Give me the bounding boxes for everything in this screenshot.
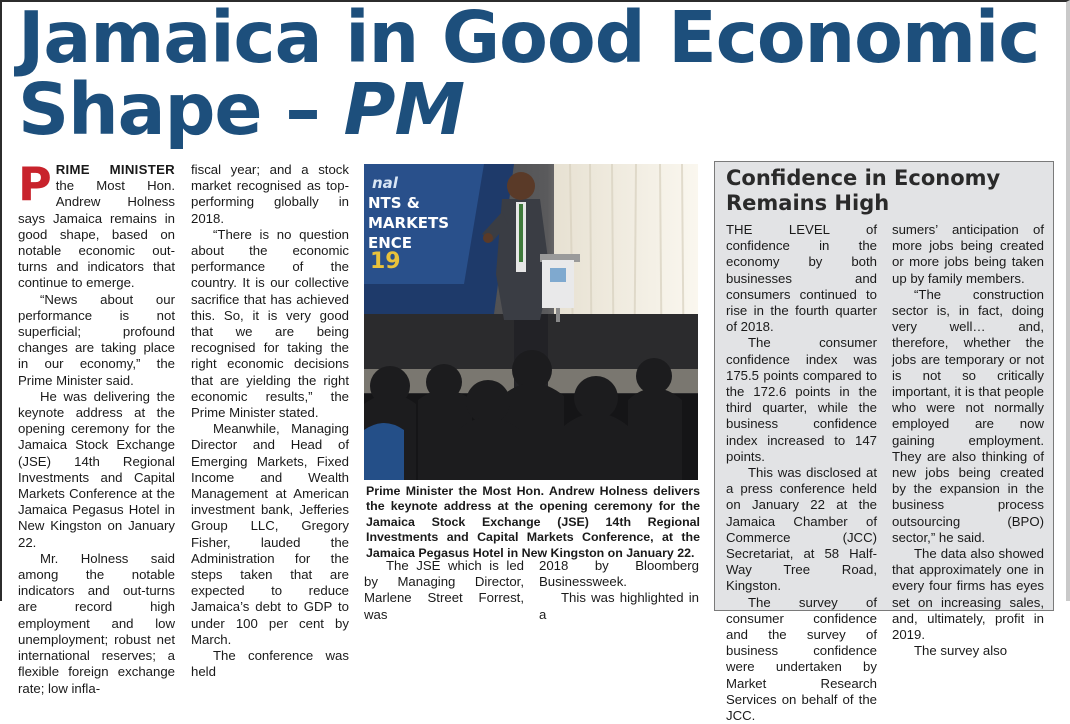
headline-line1: Jamaica in Good Economic bbox=[18, 0, 1040, 79]
article-paragraph: “News about our performance is not superficial; profound changes are taking place in our economy,” the Prime Minister said. bbox=[18, 291, 175, 388]
article-lead-paragraph bbox=[18, 157, 175, 292]
lead-smallcaps: RIME MINISTER bbox=[55, 162, 175, 177]
article-paragraph: 2018 by Bloomberg Businessweek. bbox=[539, 558, 699, 590]
article-column-1 bbox=[18, 157, 175, 696]
article-paragraph: Meanwhile, Managing Director and Head of Emerging Markets, Fixed Income and Wealth Management at American investment bank, Jefferies Group LLC, Gregory Fisher, lauded the Administration for the steps taken that are expected to reduce Jamaica’s debt to GDP to under 100 per cent by March. bbox=[191, 421, 349, 647]
sidebar-paragraph: The consumer confidence index was 175.5 points compared to the 172.6 points in the third quarter, while the business confidence index increased to 147 points. bbox=[726, 335, 877, 464]
article-column-4 bbox=[539, 558, 699, 622]
sidebar-paragraph: This was disclosed at a press conference held on January 22 at the Jamaica Chamber of Commerce (JCC) Secretariat, at 58 Half-Way Tree Road, Kingston. bbox=[726, 465, 877, 594]
sidebar-column-2 bbox=[892, 222, 1044, 659]
article-paragraph: “There is no question about the economic performance of the country. It is our collective sacrifice that has achieved this. So, it is very good that we are being recognised for taking the right economic decisions that are yielding the right economic results,” the Prime Minister stated. bbox=[191, 226, 349, 421]
sidebar-paragraph: The survey also bbox=[914, 643, 1008, 659]
backdrop-number: 19 bbox=[370, 249, 401, 274]
article-column-2 bbox=[191, 162, 349, 680]
sidebar-paragraph: “The construction sector is, in fact, doing very well… and, therefore, whether the jobs are temporary or not is not so critically important, it is that people who were not normally employed are now gaining employment. They are also thinking of new jobs being created by the expansion in the business process outsourcing (BPO) sector,” he said. bbox=[892, 286, 1044, 545]
sidebar-paragraph: The survey of consumer confidence and the survey of business confidence were undertaken by Market Research Services on behalf of the JCC. bbox=[726, 594, 877, 724]
backdrop-text: ENCE bbox=[368, 234, 413, 252]
sidebar-paragraph: The data also showed that approximately one in every four firms has eyes set on increasing sales, and, ultimately, profit in 2019. bbox=[892, 546, 1044, 643]
headline-line2-italic: PM bbox=[343, 68, 465, 151]
drop-cap: P bbox=[18, 157, 52, 211]
article-paragraph: The JSE which is led by Managing Director, Marlene Street Forrest, was bbox=[364, 558, 524, 622]
article-paragraph: Mr. Holness said among the notable indicators and out-turns are record high employment and low unemployment; robust net international reserves; a flexible foreign exchange rate; low infla- bbox=[18, 550, 175, 696]
article-paragraph: He was delivering the keynote address at the opening ceremony for the Jamaica Stock Exchange (JSE) 14th Regional Investments and Capital Markets Conference at the Jamaica Pegasus Hotel in New Kingston on January 22. bbox=[18, 388, 175, 550]
article-paragraph: The conference was held bbox=[191, 648, 349, 680]
article-paragraph: fiscal year; and a stock market recognised as top-performing globally in 2018. bbox=[191, 162, 349, 226]
photo-illustration bbox=[364, 164, 698, 480]
backdrop-text: MARKETS bbox=[368, 214, 449, 232]
sidebar-paragraph: THE LEVEL of confidence in the economy by both businesses and consumers continued to rise in the fourth quarter of 2018. bbox=[726, 222, 877, 335]
sidebar-title: Confidence in Economy Remains High bbox=[726, 166, 1001, 215]
backdrop-text: NTS & bbox=[368, 194, 420, 212]
backdrop-text: nal bbox=[372, 174, 398, 192]
article-paragraph: This was highlighted in a bbox=[539, 590, 699, 622]
sidebar-paragraph: sumers’ anticipation of more jobs being created or more jobs being taken up by family members. bbox=[892, 222, 1044, 286]
photo-caption: Prime Minister the Most Hon. Andrew Holness delivers the keynote address at the opening ceremony for the Jamaica Stock Exchange (JSE) 14th Regional Investments and Capital Markets Conference, at the Jamaica Pegasus Hotel in New Kingston on January 22. bbox=[366, 484, 700, 560]
article-column-3 bbox=[364, 558, 524, 622]
lead-text: the Most Hon. Andrew Holness says Jamaica remains in good shape, based on notable economic out-turns and indicators that continue to emerge. bbox=[18, 178, 175, 291]
headline-line2: Shape – bbox=[18, 68, 344, 151]
headline bbox=[18, 0, 1048, 151]
article-photo bbox=[364, 164, 698, 480]
sidebar-box bbox=[714, 161, 1054, 724]
sidebar-column-1 bbox=[726, 222, 877, 724]
